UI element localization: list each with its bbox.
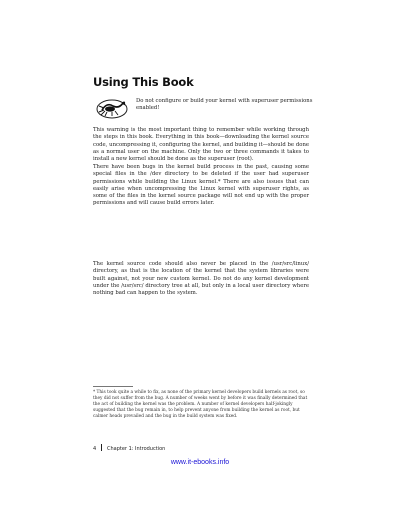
paragraph-2: There have been bugs in the kernel build process in the past, causing some special files in the /dev directory to be deleted if the user had superuser permissions while building the Linux kernel.* There are also issues that can easily arise when uncompressing the Linux kernel with superuser rights, as some of the files in the kernel source package will not end up with the proper permissions and will cause build errors later. xyxy=(93,164,309,207)
footer-separator xyxy=(101,444,102,451)
paragraph-3: The kernel source code should also never be placed in the /usr/src/linux/ directory, as that is the location of the kernel that the system libraries were built against, not your new custom kernel. Do not do any kernel development under the /usr/src/ directory tree at all, but only in a local user directory where nothing bad can happen to the system. xyxy=(93,261,309,297)
section-heading: Using This Book xyxy=(93,75,194,89)
page-footer xyxy=(93,444,165,452)
chapter-title: Chapter 1: Introduction xyxy=(106,446,166,452)
page-number: 4 xyxy=(93,446,97,452)
footnote-divider xyxy=(93,386,133,387)
footnote: * This took quite a while to fix, as none of the primary kernel developers build kernels as root, so they did not suffer from the bug. A number of weeks went by before it was finally determined that the act of building the kernel was the problem. A number of kernel developers half-jokingly suggested that the bug remain in, to help prevent anyone from building the kernel as root, but calmer heads prevailed and the bug in the build system was fixed. xyxy=(93,390,308,419)
scorpion-warning-icon xyxy=(95,96,129,120)
site-url-link[interactable]: www.it-ebooks.info xyxy=(170,459,230,466)
warning-text: Do not configure or build your kernel with superuser permissions enabled! xyxy=(136,98,313,112)
paragraph-1: This warning is the most important thing to remember while working through the steps in this book. Everything in this book—downloading the kernel source code, uncompressing it, configuring the kernel, and building it—should be done as a normal user on the machine. Only the two or three commands it takes to install a new kernel should be done as the superuser (root). xyxy=(93,127,309,163)
